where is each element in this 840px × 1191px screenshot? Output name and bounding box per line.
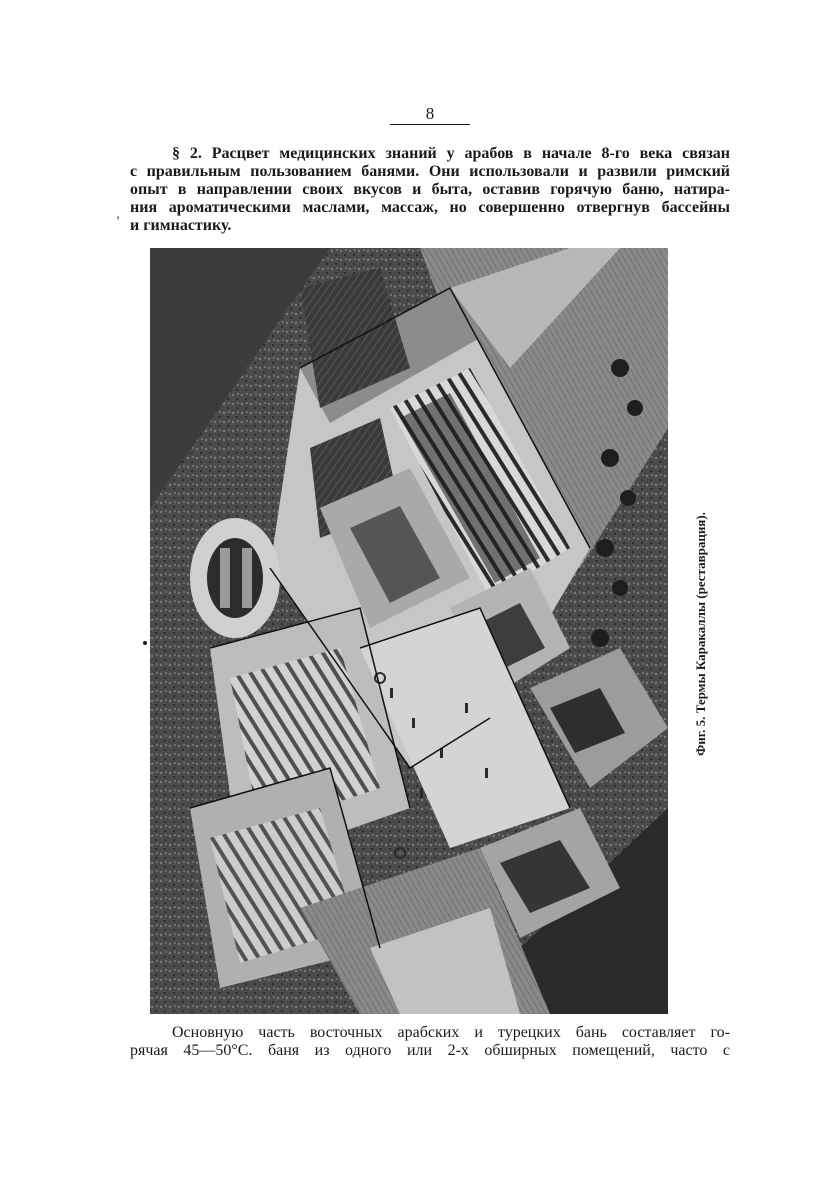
paragraph-line: опыт в направлении своих вкусов и быта, оставив горячую баню, натира- [130,181,730,198]
paragraph-eastern-baths [130,1024,730,1060]
margin-dot [143,641,147,645]
paragraph-line: ния ароматическими маслами, массаж, но совершенно отвергнув бассейны [130,199,730,216]
figure-caption-text: Фиг. 5. Термы Каракаллы (реставрация). [693,512,708,756]
paragraph-line: рячая 45—50°С. баня из одного или 2-х обширных помещений, часто с [130,1042,730,1059]
paragraph-line: и гимнастику. [130,217,232,234]
paragraph-line: с правильным пользованием банями. Они использовали и развили римский [130,163,730,180]
paragraph-section-2 [130,145,730,235]
margin-mark: ’ [116,213,120,227]
page-number: 8 [425,104,435,123]
paragraph-line: § 2. Расцвет медицинских знаний у арабов в начале 8-го века связан [172,145,730,162]
figure-caption [690,509,712,759]
baths-illustration-drawing [150,248,668,1014]
page-number-rule [390,124,470,125]
paragraph-line: Основную часть восточных арабских и турецких бань составляет го- [172,1024,730,1041]
baths-of-caracalla-illustration [150,248,668,1014]
